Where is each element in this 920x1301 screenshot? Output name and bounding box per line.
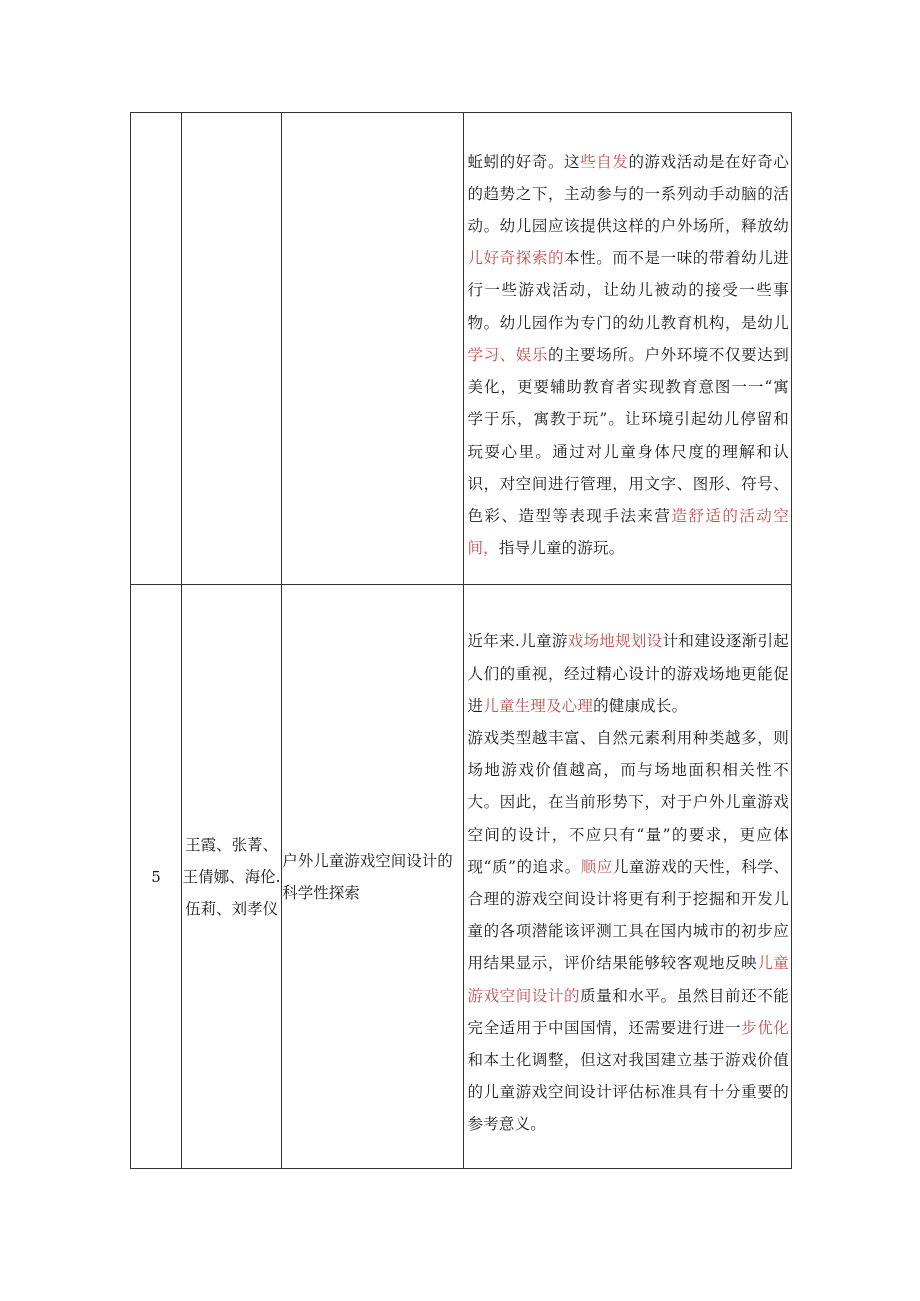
text-run: 指导儿童的游玩。 [498, 539, 625, 558]
text-run: 儿童游戏的天性，科学、合理的游戏空间设计将更有利于挖掘和开发儿童的各项潜能该评测工具在国内城市的初步应用结果显示，评价结果能够较客观地反映 [467, 857, 790, 973]
content-text [464, 600, 791, 1152]
title-cell [282, 113, 464, 585]
highlighted-text: 戏场地规划设 [567, 632, 663, 651]
text-run: 的主要场所。户外环境不仅要达到美化，更要辅助教育者实现教育意图一一“寓学于乐，寓教于玩”。让环境引起幼儿停留和玩耍心里。通过对儿童身体尺度的理解和认识，对空间进行管理，用文字、图形、符号、色彩、造型等表现手法来营 [467, 345, 789, 525]
content-paragraph [467, 722, 789, 1141]
text-run: 蚯蚓的好奇。这 [467, 152, 581, 171]
highlighted-text: 顺应 [580, 857, 613, 876]
highlighted-text: 儿好奇探索的 [467, 249, 565, 268]
content-cell [464, 113, 792, 585]
highlighted-text: 学习、娱乐 [467, 345, 548, 364]
text-run: 本性。而不是一味的带着幼儿进行一些游戏活动，让幼儿被动的接受一些事物。幼儿园作为专门的幼儿教育机构，是幼儿 [467, 249, 789, 332]
authors-cell: 王霞、张菁、王倩娜、海伦.伍莉、刘孝仪 [182, 585, 282, 1169]
text-run: 计和建设逐渐引起人们的重视，经过精心设计的游戏场地更能促进 [467, 632, 789, 715]
highlighted-text: 步优化 [741, 1018, 790, 1037]
row-number-cell: 5 [131, 585, 182, 1169]
highlighted-text: 些自发 [580, 152, 629, 171]
highlighted-text: 造舒适的活动空间， [467, 506, 789, 558]
table-row [131, 585, 792, 1169]
content-text [464, 121, 791, 577]
content-cell [464, 585, 792, 1169]
content-paragraph [467, 625, 789, 722]
text-run: 游戏类型越丰富、自然元素利用种类越多，则场地游戏价值越高，而与场地面积相关性不大。因此，在当前形势下，对于户外儿童游戏空间的设计，不应只有“量”的要求，更应体现“质”的追求。 [467, 728, 789, 876]
highlighted-text: 儿童游戏空间设计的 [467, 954, 789, 1005]
title-cell: 户外儿童游戏空间设计的科学性探索 [282, 585, 464, 1169]
row-number-cell [131, 113, 182, 585]
text-run: 的游戏活动是在好奇心的趋势之下，主动参与的一系列动手动脑的活动。幼儿园应该提供这样的户外场所，释放幼 [467, 152, 789, 236]
research-table [130, 112, 792, 1169]
authors-cell [182, 113, 282, 585]
content-paragraph [467, 146, 789, 565]
text-run: 质量和水平。虽然目前还不能完全适用于中国国情，还需要进行进一 [467, 986, 789, 1037]
text-run: 近年来.儿童游 [467, 632, 568, 651]
table-row [131, 113, 792, 585]
text-run: 的健康成长。 [593, 696, 688, 715]
text-run: 和本土化调整，但这对我国建立基于游戏价值的儿童游戏空间设计评估标准具有十分重要的参考意义。 [467, 1051, 789, 1134]
highlighted-text: 儿童生理及心理 [483, 696, 594, 715]
